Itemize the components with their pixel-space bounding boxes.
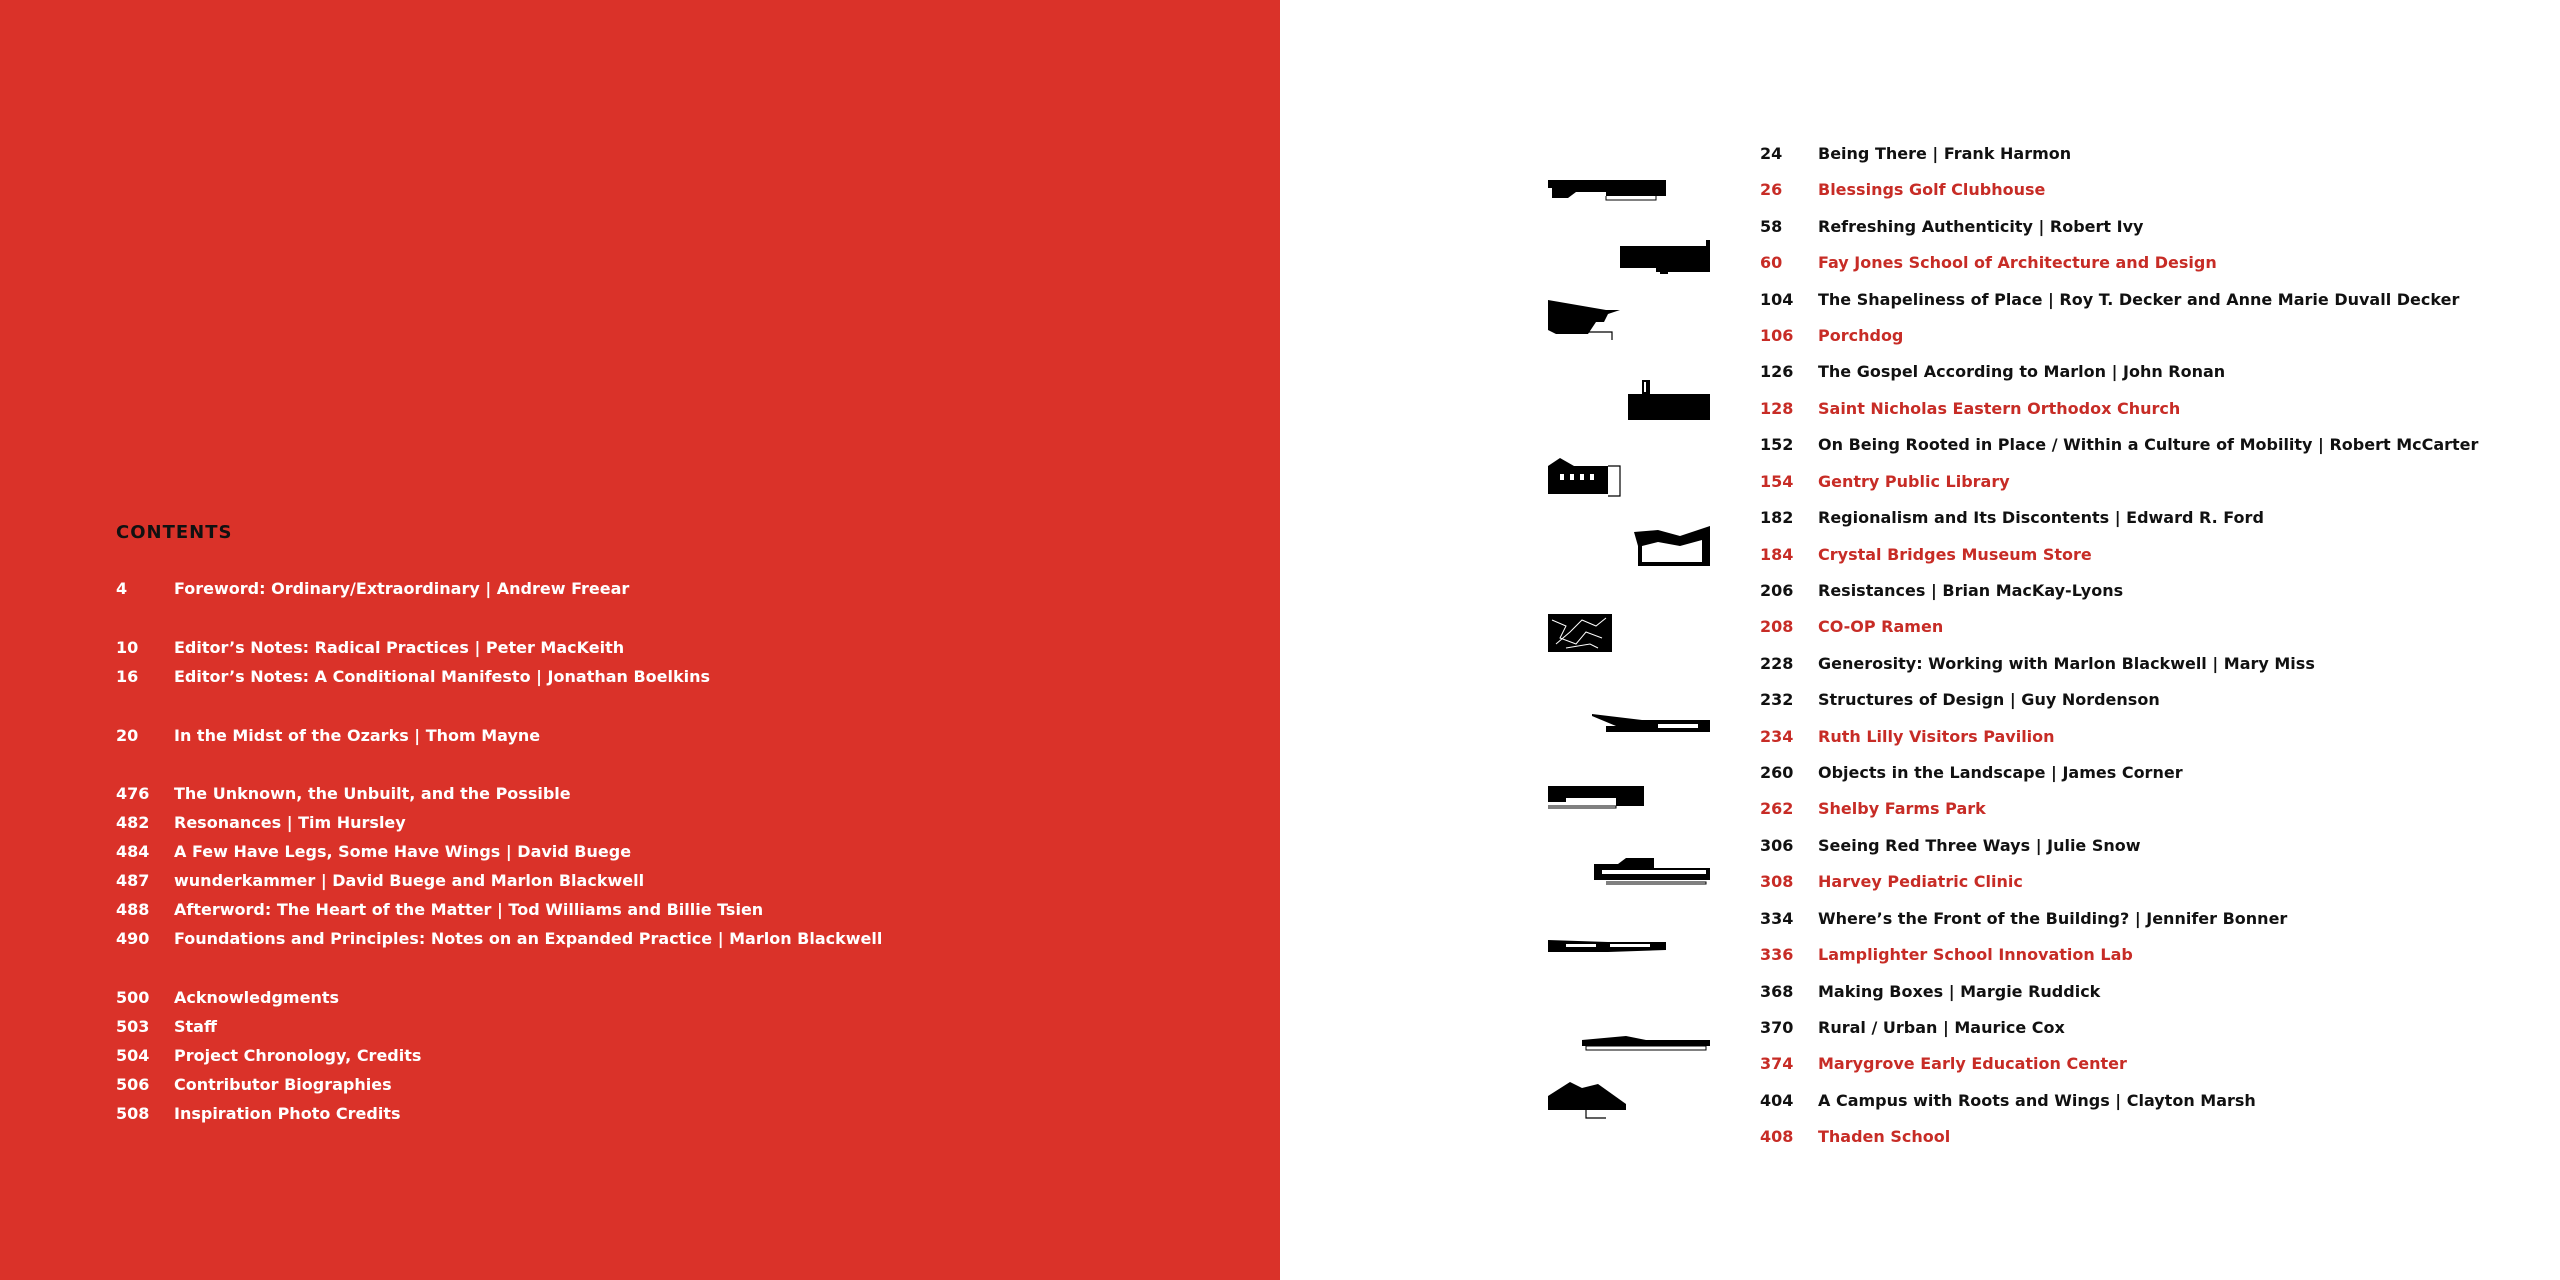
building-section-thumbnail[interactable]	[1546, 522, 1716, 572]
entry-title: The Shapeliness of Place | Roy T. Decker and Anne Marie Duvall Decker	[1818, 290, 2460, 309]
entry-title: Editor’s Notes: A Conditional Manifesto | Jonathan Boelkins	[174, 667, 711, 686]
building-section-drawing	[1546, 926, 1716, 976]
entry-title: Objects in the Landscape | James Corner	[1818, 763, 2183, 782]
page-number: 336	[1760, 945, 1794, 964]
entry-title: Foreword: Ordinary/Extraordinary | Andrew Freear	[174, 579, 630, 598]
page-number: 408	[1760, 1127, 1794, 1146]
building-section-thumbnail[interactable]	[1546, 232, 1716, 282]
building-section-drawing	[1546, 522, 1716, 572]
building-section-thumbnail[interactable]	[1546, 926, 1716, 976]
building-section-drawing	[1546, 1018, 1716, 1068]
entry-title: Fay Jones School of Architecture and Design	[1818, 253, 2217, 272]
page-number: 206	[1760, 581, 1794, 600]
entry-title: Making Boxes | Margie Ruddick	[1818, 982, 2101, 1001]
page-number: 154	[1760, 472, 1794, 491]
page-number: 232	[1760, 690, 1794, 709]
page-number: 488	[116, 900, 150, 919]
entry-title: Structures of Design | Guy Nordenson	[1818, 690, 2160, 709]
page-number: 106	[1760, 326, 1794, 345]
building-section-thumbnail[interactable]	[1546, 1076, 1716, 1126]
entry-title: Gentry Public Library	[1818, 472, 2010, 491]
page-number: 508	[116, 1104, 150, 1123]
page-number: 482	[116, 813, 150, 832]
page-number: 58	[1760, 217, 1783, 236]
page-number: 10	[116, 638, 139, 657]
building-section-drawing	[1546, 846, 1716, 896]
page-number: 334	[1760, 909, 1794, 928]
page-number: 404	[1760, 1091, 1794, 1110]
building-section-drawing	[1546, 170, 1716, 220]
page-number: 308	[1760, 872, 1794, 891]
entry-title: Rural / Urban | Maurice Cox	[1818, 1018, 2065, 1037]
entry-title: Acknowledgments	[174, 988, 339, 1007]
entry-title: Refreshing Authenticity | Robert Ivy	[1818, 217, 2144, 236]
building-section-thumbnail[interactable]	[1546, 608, 1716, 658]
entry-title: Saint Nicholas Eastern Orthodox Church	[1818, 399, 2181, 418]
page-number: 260	[1760, 763, 1794, 782]
page-number: 503	[116, 1017, 150, 1036]
page-number: 26	[1760, 180, 1783, 199]
entry-title: Marygrove Early Education Center	[1818, 1054, 2127, 1073]
building-section-thumbnail[interactable]	[1546, 374, 1716, 424]
entry-title: A Campus with Roots and Wings | Clayton Marsh	[1818, 1091, 2256, 1110]
building-section-drawing	[1546, 296, 1716, 346]
building-section-thumbnail[interactable]	[1546, 1018, 1716, 1068]
entry-title: Harvey Pediatric Clinic	[1818, 872, 2023, 891]
page-number: 182	[1760, 508, 1794, 527]
page-number: 370	[1760, 1018, 1794, 1037]
page-number: 24	[1760, 144, 1783, 163]
building-section-thumbnail[interactable]	[1546, 170, 1716, 220]
entry-title: Being There | Frank Harmon	[1818, 144, 2072, 163]
page-number: 476	[116, 784, 150, 803]
building-section-thumbnail[interactable]	[1546, 846, 1716, 896]
entry-title: Where’s the Front of the Building? | Jennifer Bonner	[1818, 909, 2288, 928]
entry-title: A Few Have Legs, Some Have Wings | David Buege	[174, 842, 632, 861]
entry-title: Blessings Golf Clubhouse	[1818, 180, 2046, 199]
entry-title: Shelby Farms Park	[1818, 799, 1986, 818]
page-number: 262	[1760, 799, 1794, 818]
page-number: 374	[1760, 1054, 1794, 1073]
entry-title: Crystal Bridges Museum Store	[1818, 545, 2092, 564]
entry-title: Ruth Lilly Visitors Pavilion	[1818, 727, 2055, 746]
building-section-drawing	[1546, 374, 1716, 424]
page-number: 126	[1760, 362, 1794, 381]
building-section-drawing	[1546, 700, 1716, 750]
page-number: 128	[1760, 399, 1794, 418]
entry-title: Thaden School	[1818, 1127, 1951, 1146]
building-section-drawing	[1546, 776, 1716, 826]
entry-title: Seeing Red Three Ways | Julie Snow	[1818, 836, 2141, 855]
entry-title: On Being Rooted in Place / Within a Culture of Mobility | Robert McCarter	[1818, 435, 2479, 454]
page-number: 104	[1760, 290, 1794, 309]
entry-title: The Gospel According to Marlon | John Ronan	[1818, 362, 2226, 381]
entry-title: Generosity: Working with Marlon Blackwell | Mary Miss	[1818, 654, 2315, 673]
page-number: 490	[116, 929, 150, 948]
entry-title: CO-OP Ramen	[1818, 617, 1944, 636]
entry-title: Afterword: The Heart of the Matter | Tod Williams and Billie Tsien	[174, 900, 764, 919]
building-section-thumbnail[interactable]	[1546, 776, 1716, 826]
page-number: 306	[1760, 836, 1794, 855]
page-number: 504	[116, 1046, 150, 1065]
building-section-drawing	[1546, 608, 1716, 658]
building-section-thumbnail[interactable]	[1546, 452, 1716, 502]
entry-title: In the Midst of the Ozarks | Thom Mayne	[174, 726, 541, 745]
entry-title: Staff	[174, 1017, 217, 1036]
entry-title: Foundations and Principles: Notes on an Expanded Practice | Marlon Blackwell	[174, 929, 883, 948]
entry-title: Project Chronology, Credits	[174, 1046, 422, 1065]
contents-heading: CONTENTS	[116, 522, 233, 543]
page-number: 4	[116, 579, 128, 598]
building-section-drawing	[1546, 452, 1716, 502]
page-number: 487	[116, 871, 150, 890]
entry-title: wunderkammer | David Buege and Marlon Blackwell	[174, 871, 645, 890]
building-section-thumbnail[interactable]	[1546, 700, 1716, 750]
page-number: 368	[1760, 982, 1794, 1001]
entry-title: Resistances | Brian MacKay-Lyons	[1818, 581, 2124, 600]
entry-title: Porchdog	[1818, 326, 1904, 345]
page-number: 60	[1760, 253, 1783, 272]
entry-title: Contributor Biographies	[174, 1075, 392, 1094]
entry-title: The Unknown, the Unbuilt, and the Possible	[174, 784, 571, 803]
entry-title: Regionalism and Its Discontents | Edward R. Ford	[1818, 508, 2264, 527]
page-number: 484	[116, 842, 150, 861]
building-section-drawing	[1546, 232, 1716, 282]
page-number: 208	[1760, 617, 1794, 636]
page-number: 234	[1760, 727, 1794, 746]
page-number: 20	[116, 726, 139, 745]
entry-title: Resonances | Tim Hursley	[174, 813, 406, 832]
page-number: 152	[1760, 435, 1794, 454]
entry-title: Inspiration Photo Credits	[174, 1104, 401, 1123]
page-number: 500	[116, 988, 150, 1007]
page-number: 184	[1760, 545, 1794, 564]
entry-title: Lamplighter School Innovation Lab	[1818, 945, 2133, 964]
building-section-drawing	[1546, 1076, 1716, 1126]
page-number: 228	[1760, 654, 1794, 673]
page-number: 16	[116, 667, 139, 686]
page-number: 506	[116, 1075, 150, 1094]
entry-title: Editor’s Notes: Radical Practices | Peter MacKeith	[174, 638, 625, 657]
building-section-thumbnail[interactable]	[1546, 296, 1716, 346]
